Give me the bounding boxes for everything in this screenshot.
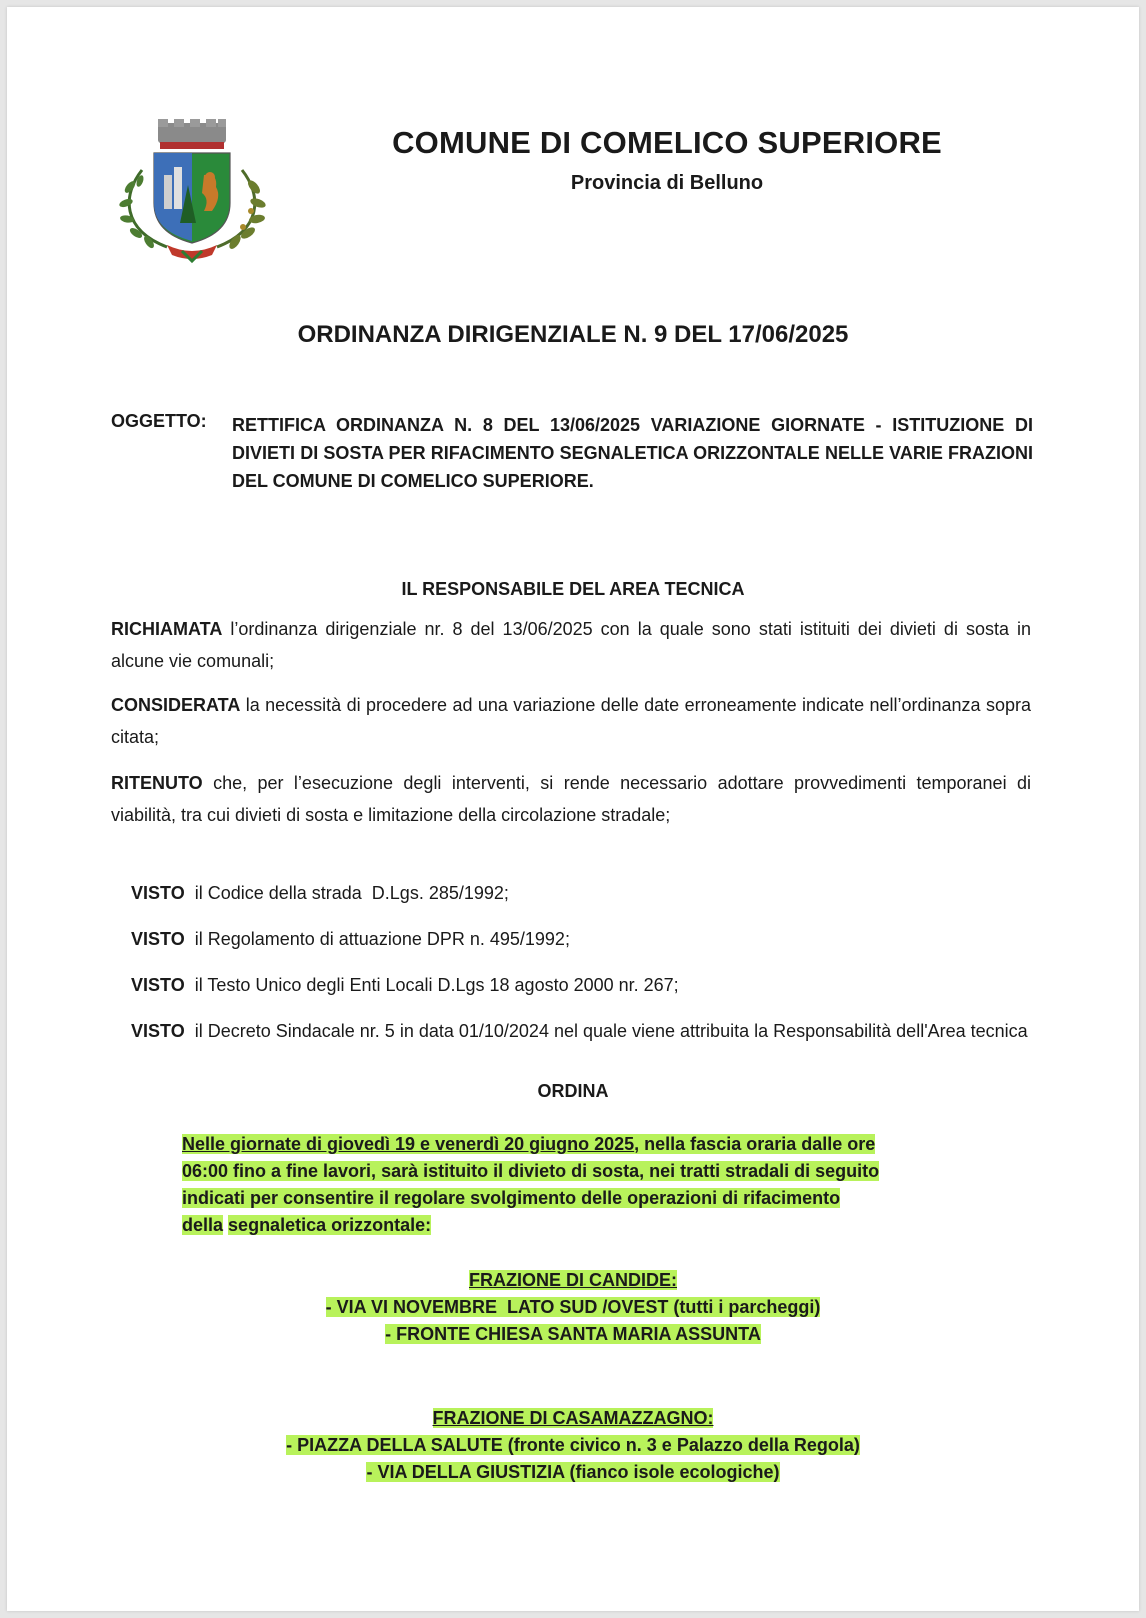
subject-label: OGGETTO: — [111, 411, 207, 431]
frazione-name: FRAZIONE DI CANDIDE: — [469, 1270, 677, 1290]
order-line-3: indicati per consentire il regolare svolgimento delle operazioni di rifacimento — [182, 1188, 841, 1208]
frazione-casamazzagno — [7, 1405, 1139, 1486]
order-line-2: 06:00 fino a fine lavori, sarà istituito il divieto di sosta, nei tratti stradali di seguito — [182, 1161, 880, 1181]
frazione-item: - VIA VI NOVEMBRE LATO SUD /OVEST (tutti i parcheggi) — [325, 1297, 821, 1317]
paragraph-keyword: VISTO — [131, 975, 185, 995]
ordinance-title: ORDINANZA DIRIGENZIALE N. 9 DEL 17/06/2025 — [297, 321, 849, 348]
paragraph-text: il Decreto Sindacale nr. 5 in data 01/10/2024 nel quale viene attribuita la Responsabilità dell'Area tecnica — [184, 1021, 1028, 1041]
paragraph-keyword: VISTO — [131, 929, 185, 949]
municipal-crest-icon — [112, 115, 272, 265]
order-line-4a: della — [182, 1215, 224, 1235]
paragraph-text: il Regolamento di attuazione DPR n. 495/1992; — [184, 929, 570, 949]
province-subtitle: Provincia di Belluno — [570, 172, 764, 194]
paragraph-keyword: VISTO — [131, 883, 185, 903]
section-heading: IL RESPONSABILE DEL AREA TECNICA — [401, 579, 745, 599]
order-line-4b: segnaletica orizzontale: — [228, 1215, 432, 1235]
order-dates: Nelle giornate di giovedì 19 e venerdì 20 giugno 2025 — [182, 1134, 635, 1154]
paragraph-text: il Testo Unico degli Enti Locali D.Lgs 18 agosto 2000 nr. 267; — [184, 975, 679, 995]
order-line-1: , nella fascia oraria dalle ore — [634, 1134, 876, 1154]
order-text — [182, 1131, 982, 1239]
paragraph-considerata — [111, 689, 1031, 753]
paragraph-text: l’ordinanza dirigenziale nr. 8 del 13/06/2025 con la quale sono stati istituiti dei divieti di sosta in alcune vie comunali; — [111, 619, 1031, 671]
frazione-candide — [7, 1267, 1139, 1348]
paragraph-keyword: CONSIDERATA — [111, 695, 241, 715]
municipality-title: COMUNE DI COMELICO SUPERIORE — [392, 125, 942, 160]
subject-text: RETTIFICA ORDINANZA N. 8 DEL 13/06/2025 VARIAZIONE GIORNATE - ISTITUZIONE DI DIVIETI DI SOSTA PER RIFACIMENTO SEGNALETICA ORIZZONTALE NELLE VARIE FRAZIONI DEL COMUNE DI COMELICO SUPERIORE. — [232, 415, 1033, 491]
document-page — [7, 7, 1139, 1611]
paragraph-text: la necessità di procedere ad una variazione delle date erroneamente indicate nell’ordinanza sopra citata; — [111, 695, 1031, 747]
frazione-item: - FRONTE CHIESA SANTA MARIA ASSUNTA — [385, 1324, 761, 1344]
frazione-item: - VIA DELLA GIUSTIZIA (fianco isole ecologiche) — [366, 1462, 780, 1482]
frazione-item: - PIAZZA DELLA SALUTE (fronte civico n. 3 e Palazzo della Regola) — [286, 1435, 860, 1455]
paragraph-keyword: VISTO — [131, 1021, 185, 1041]
paragraph-richiamata — [111, 613, 1031, 677]
paragraph-visto-decreto — [111, 983, 1031, 1079]
paragraph-text: il Codice della strada D.Lgs. 285/1992; — [184, 883, 509, 903]
ordina-heading: ORDINA — [537, 1081, 609, 1101]
paragraph-ritenuto — [111, 767, 1031, 831]
frazione-name: FRAZIONE DI CASAMAZZAGNO: — [432, 1408, 714, 1428]
paragraph-keyword: RITENUTO — [111, 773, 203, 793]
paragraph-text: che, per l’esecuzione degli interventi, si rende necessario adottare provvedimenti temporanei di viabilità, tra cui divieti di sosta e limitazione della circolazione stradale; — [111, 773, 1031, 825]
paragraph-keyword: RICHIAMATA — [111, 619, 223, 639]
